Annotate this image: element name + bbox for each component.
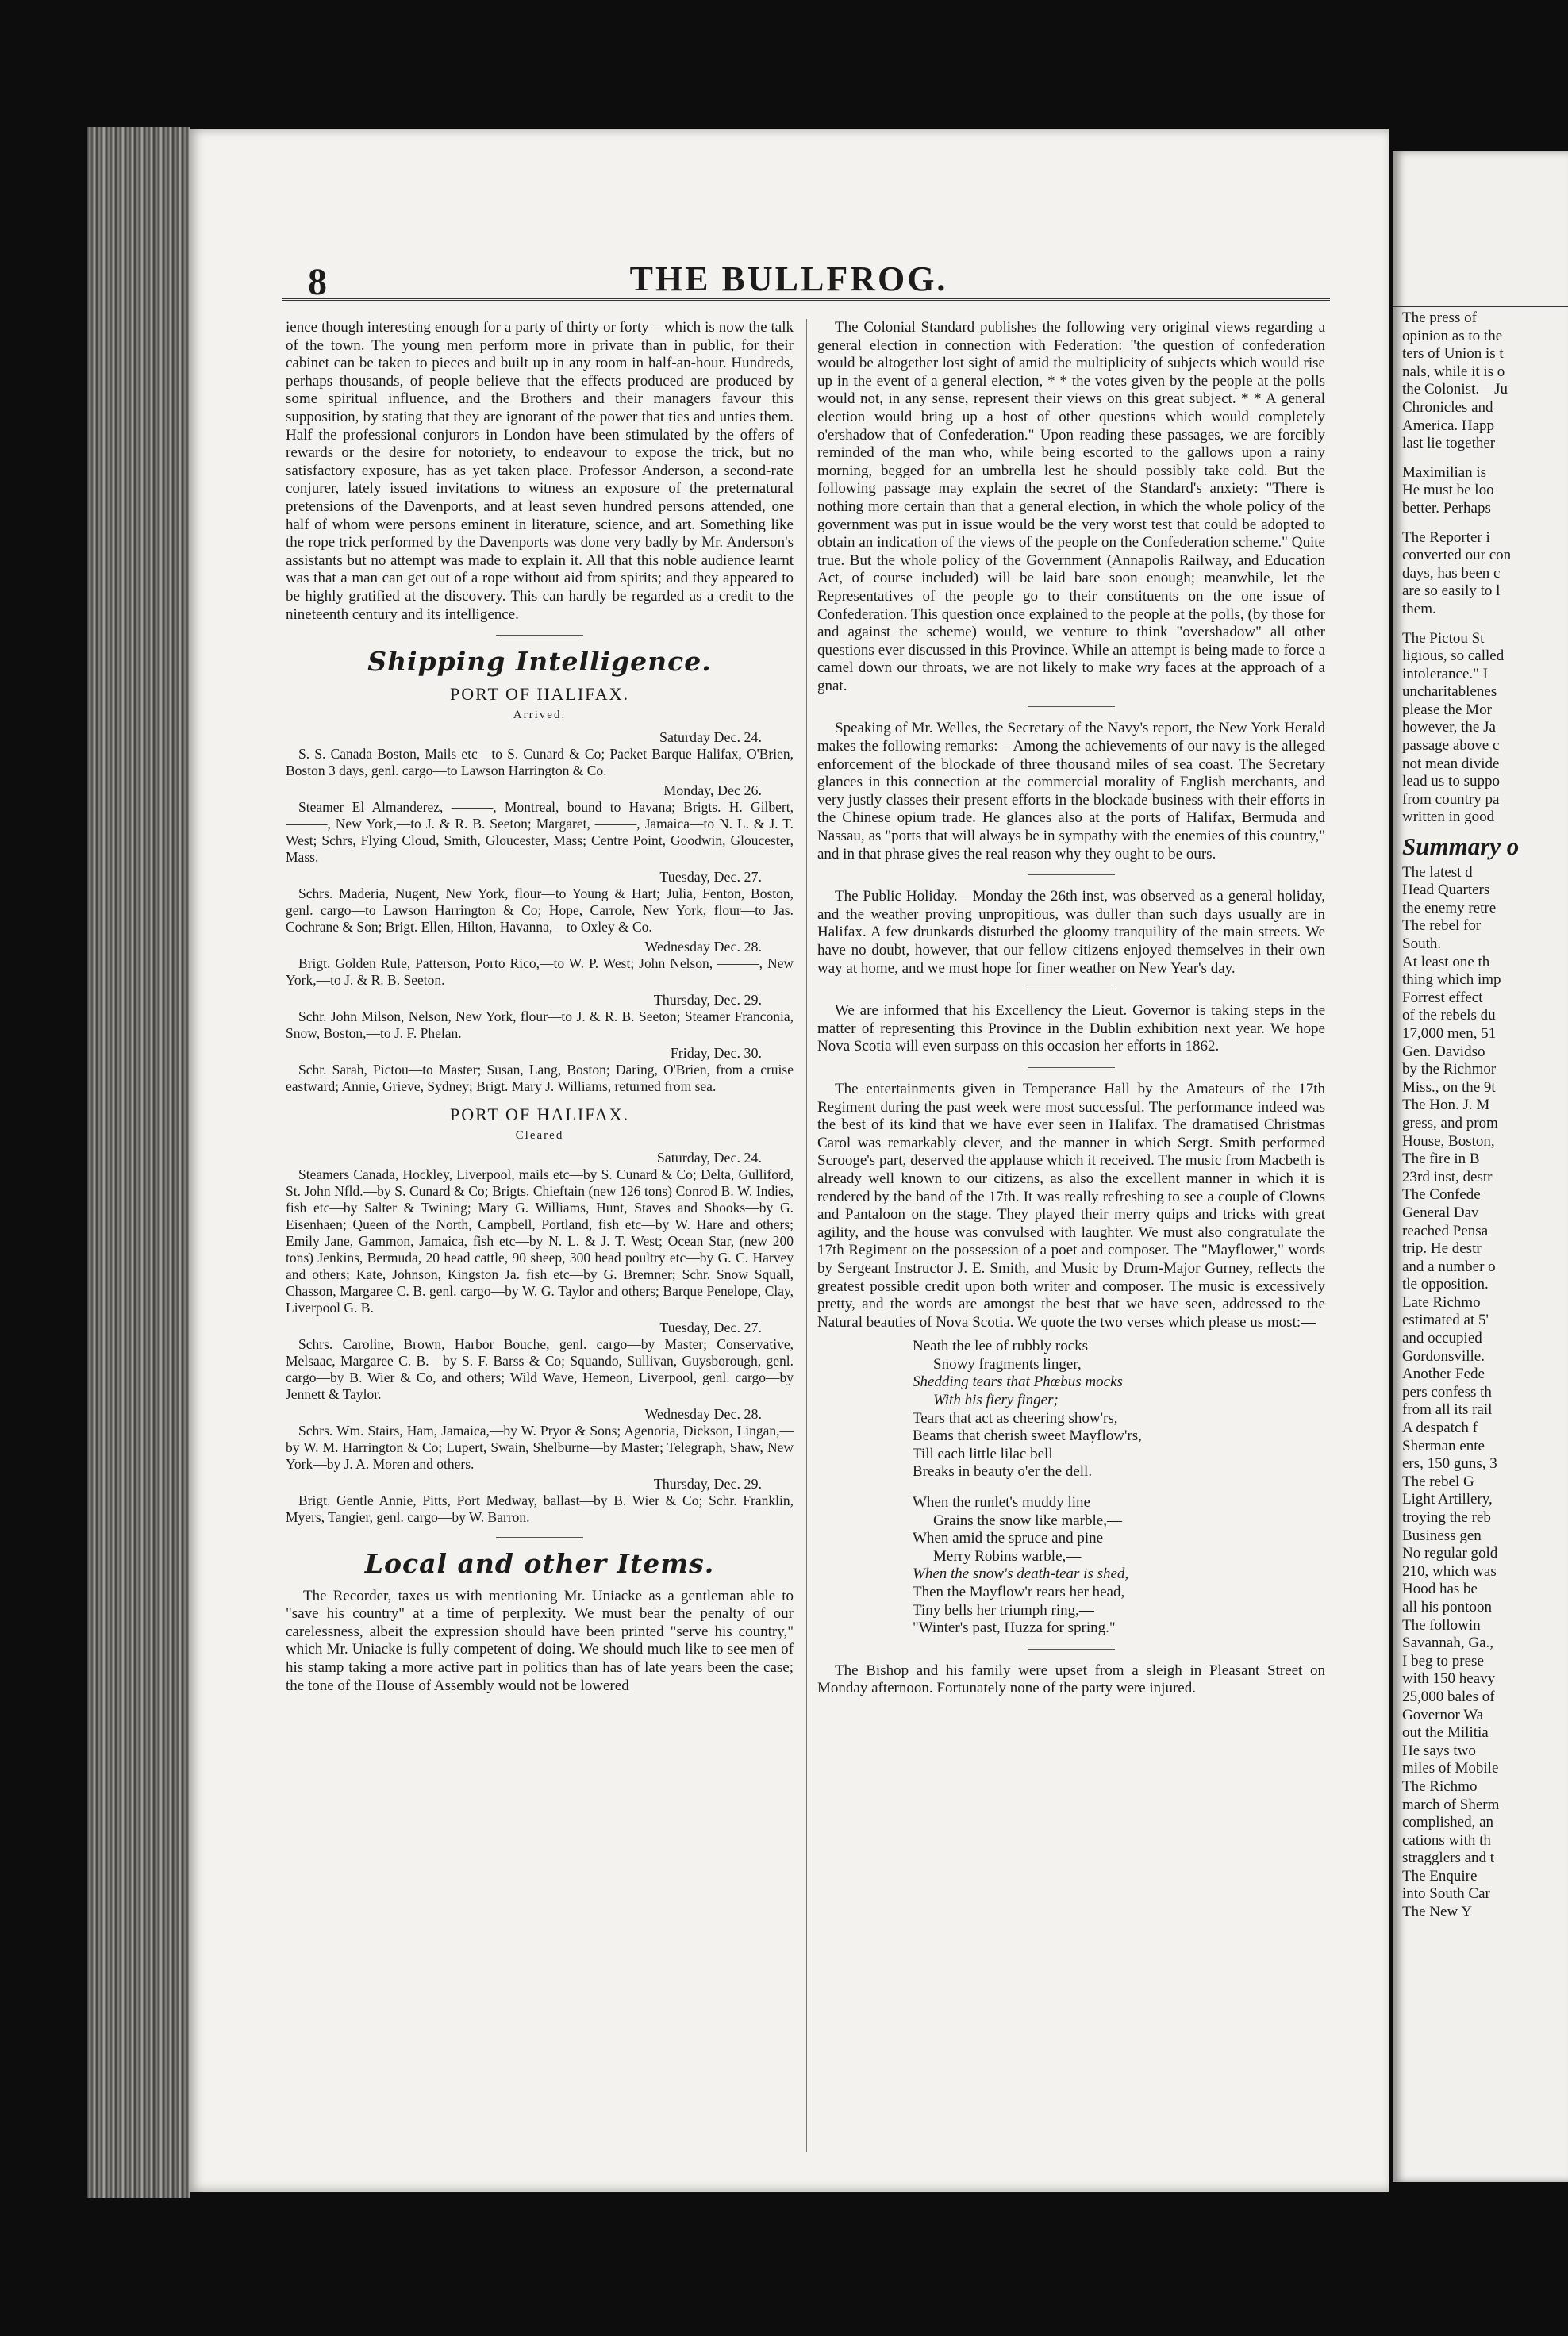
next-page-line: The Confede xyxy=(1402,1186,1481,1204)
gap xyxy=(1402,518,1568,529)
gap xyxy=(1402,619,1568,630)
recorder-paragraph: The Recorder, taxes us with mentioning Mr. Uniacke as a gentleman able to "save his country" at a time of perplexity. We must bear the penalty of our carelessness, albeit the expression should have been printed "serve his country," which Mr. Uniacke is fully competent of doing. We should much like to see men of his stamp taking a more active part in politics than has of late years been the case; the tone of the House of Assembly would not be lowered xyxy=(286,1587,794,1694)
next-page-line: At least one th xyxy=(1402,953,1490,970)
welles-article: Speaking of Mr. Welles, the Secretary of the Navy's report, the New York Herald makes the following remarks:—Among the achievements of our navy is the alleged enforcement of the blockade of three thousand miles of sea coast. The Secretary glances in this connection at the commercial morality of English merchants, and very justly classes their present efforts in the blockade business with their efforts in the Chinese opium trade. He glances also at the ports of Halifax, Bermuda and Nassau, as "ports that will always be in sympathy with the enemies of this country," and in that phrase gives the real reason why they ought to be ours. xyxy=(817,720,1325,863)
next-page-line: Hood has be xyxy=(1402,1581,1478,1598)
next-page-line: from country pa xyxy=(1402,790,1500,808)
arrival-date: Monday, Dec 26. xyxy=(663,782,762,798)
poem-line: Snowy fragments linger, xyxy=(933,1355,1082,1373)
divider xyxy=(1028,1067,1115,1068)
next-page-line: are so easily to l xyxy=(1402,582,1501,600)
next-page-line: complished, an xyxy=(1402,1814,1494,1831)
next-page-line: Gordonsville. xyxy=(1402,1347,1485,1365)
dublin-exhibition-article: We are informed that his Excellency the Lieut. Governor is taking steps in the matter of representing this Province in the Dublin exhibition next year. We hope Nova Scotia will even surpass on this occasion her efforts in 1862. xyxy=(817,1002,1325,1055)
next-page-block xyxy=(1402,864,1568,1922)
arrived-label: Arrived. xyxy=(513,709,567,722)
next-page-line: I beg to prese xyxy=(1402,1652,1484,1669)
next-page-line: and a number o xyxy=(1402,1258,1496,1275)
arrival-entry: Schr. Sarah, Pictou—to Master; Susan, Lang, Boston; Daring, O'Brien, from a cruise eastward; Annie, Grieve, Sydney; Brigt. Mary J. Williams, returned from sea. xyxy=(286,1061,794,1094)
temperance-hall-article: The entertainments given in Temperance Hall by the Amateurs of the 17th Regiment during the past week were most successful. The performance indeed was the best of its kind that we have ever seen in Halifax. The dramatised Christmas Carol was remarkably clever, and the manner in which Sergt. Smith performed Scrooge's part, deserved the applause which it received. The music from Macbeth is already well known to our citizens, as also the excellent manner in which it is rendered by the band of the 17th. It was really refreshing to see a couple of Clowns and Pantaloon on the stage. They played their merry quips and tricks with great agility, and the house was convulsed with laughter. We must also congratulate the 17th Regiment on the possession of a poet and composer. The "Mayflower," words by Sergeant Instructor J. E. Smith, and Music by Drum-Major Gurney, reflects the greatest possible credit upon both writer and composer. The music is excessively pretty, and the words are amongst the best that we have seen, addressed to the Natural beauties of Nova Scotia. We quote the two verses which please us most:— xyxy=(817,1080,1325,1331)
next-page-line: Late Richmo xyxy=(1402,1293,1481,1311)
arrival-date: Tuesday, Dec. 27. xyxy=(659,868,762,885)
next-page-line: The followin xyxy=(1402,1616,1481,1634)
next-page-line: The latest d xyxy=(1402,863,1473,881)
next-page-line: General Dav xyxy=(1402,1204,1479,1221)
next-page-line: opinion as to the xyxy=(1402,327,1503,344)
local-items-heading: Local and other Items. xyxy=(364,1548,715,1580)
arrival-date: Saturday Dec. 24. xyxy=(659,728,762,745)
next-page-rule xyxy=(1393,305,1568,307)
poem-line: Merry Robins warble,— xyxy=(933,1547,1082,1565)
next-page-line: Maximilian is xyxy=(1402,463,1487,481)
clearance-entry: Schrs. Caroline, Brown, Harbor Bouche, genl. cargo—by Master; Conservative, Melsaac, Margaree C. B.—by S. F. Barss & Co; Squando, Sullivan, Guysborough, genl. cargo—by B. Wier & Co, and others; Wild Wave, Hemeon, Liverpool, genl. cargo—by Jennett & Taylor. xyxy=(286,1336,794,1403)
poem-line: Till each little lilac bell xyxy=(913,1445,1053,1462)
poem-line: Tears that act as cheering show'rs, xyxy=(913,1409,1118,1427)
davenport-article: ience though interesting enough for a party of thirty or forty—which is now the talk of the town. The young men perform more in private than in public, for their cabinet can be taken to pieces and built up in any room in half-an-hour. Hundreds, perhaps thousands, of people believe that the effects produced are produced by some spiritual influence, and the Brothers and their managers favour this supposition, by stating that they are ignorant of the power that ties and unties them. Half the professional conjurors in London have been stimulated by the offers of rewards or the desire for notoriety, to endeavour to expose the trick, but no satisfactory exposure, has as yet taken place. Professor Anderson, a second-rate conjurer, lately issued invitations to witness an exposure of the preternatural pretensions of the Davenports, and at least seven hundred persons attended, one half of whom were persons eminent in literature, science, and art. Something like the rope trick performed by the Davenports was done very badly by Mr. Anderson's assistants but no attempt was made to explain it. All that this noble audience learnt was that a man can get out of a rope without aid from spirits; and they appeared to be highly gratified at the discovery. This can hardly be regarded as a credit to the nineteenth century and its intelligence. xyxy=(286,319,794,623)
next-page-line: uncharitablenes xyxy=(1402,683,1497,701)
next-page-line: Chronicles and xyxy=(1402,398,1493,416)
next-page-line: tle opposition. xyxy=(1402,1276,1489,1293)
next-page-block xyxy=(1402,529,1568,619)
divider xyxy=(1028,1649,1115,1650)
next-page-line: He must be loo xyxy=(1402,482,1494,499)
next-page-line: The press of xyxy=(1402,309,1477,326)
next-page-line: House, Boston, xyxy=(1402,1132,1495,1150)
next-page-block xyxy=(1402,630,1568,828)
next-page-block xyxy=(1402,309,1568,453)
next-page-line: out the Militia xyxy=(1402,1724,1489,1742)
clearance-date: Thursday, Dec. 29. xyxy=(653,1476,762,1493)
clearance-entry: Schrs. Wm. Stairs, Ham, Jamaica,—by W. Pryor & Sons; Agenoria, Dickson, Lingan,—by W. M. Harrington & Co; Lupert, Swain, Shelburne—by Master; Telegraph, Shaw, New York—by J. A. Moren and others. xyxy=(286,1423,794,1473)
book-binding xyxy=(87,127,190,2198)
next-page-line: 23rd inst, destr xyxy=(1402,1168,1493,1185)
poem-line: Tiny bells her triumph ring,— xyxy=(913,1601,1094,1619)
next-page-line: reached Pensa xyxy=(1402,1222,1489,1239)
bishop-article: The Bishop and his family were upset from a sleigh in Pleasant Street on Monday afternoon. Fortunately none of the party were injured. xyxy=(817,1662,1325,1697)
cleared-label: Cleared xyxy=(515,1129,564,1143)
poem-line: Shedding tears that Phœbus mocks xyxy=(913,1374,1123,1391)
mayflower-poem xyxy=(913,1338,1325,1638)
shipping-heading: Shipping Intelligence. xyxy=(367,646,712,678)
next-page-fragment xyxy=(1393,151,1568,2182)
poem-line: "Winter's past, Huzza for spring." xyxy=(913,1619,1116,1637)
next-page-line: The Richmo xyxy=(1402,1777,1478,1795)
next-page-line: intolerance." I xyxy=(1402,665,1488,682)
next-page-line: Business gen xyxy=(1402,1527,1482,1544)
arrived-port-heading: PORT OF HALIFAX. xyxy=(449,683,630,704)
journal-title: THE BULLFROG. xyxy=(629,259,948,298)
arrival-entry: S. S. Canada Boston, Mails etc—to S. Cunard & Co; Packet Barque Halifax, O'Brien, Boston 3 days, genl. cargo—to Lawson Harrington & Co. xyxy=(286,745,794,778)
poem-line: Neath the lee of rubbly rocks xyxy=(913,1338,1089,1355)
arrival-entry: Schr. John Milson, Nelson, New York, flour—to J. & R. B. Seeton; Steamer Franconia, Snow, Boston,—to J. F. Phelan. xyxy=(286,1008,794,1041)
poem-line: Breaks in beauty o'er the dell. xyxy=(913,1463,1093,1481)
next-page-line: miles of Mobile xyxy=(1402,1760,1499,1777)
next-page-line: trip. He destr xyxy=(1402,1240,1482,1258)
next-page-line: The Pictou St xyxy=(1402,629,1485,647)
clearance-entry: Steamers Canada, Hockley, Liverpool, mails etc—by S. Cunard & Co; Delta, Gulliford, St. John Nfld.—by S. Cunard & Co; Brigts. Chieftain (new 126 tons) Conrod B. W. Indies, fish etc—by Salter & Twining; Mary G. Williams, Hunt, Staves and Shooks—by G. Eisenhaen; Queen of the North, Campbell, Portland, fish etc—by W. Hare and others; Emily Jane, Gammon, Jamaica, fish etc—by N. L. & J. T. West; Ocean Star, (new 200 tons) Jenkins, Bermuda, 20 head cattle, 90 sheep, 300 head poultry etc—by G. C. Harvey and others; Kate, Johnson, Kingston Ja. fish etc—by G. Bremner; Schr. Snow Squall, Chasson, Margaree C. B. genl. cargo—by W. G. Taylor and others; Barque Penelope, Clay, Liverpool G. B. xyxy=(286,1166,794,1316)
clearance-date: Saturday, Dec. 24. xyxy=(656,1150,762,1166)
next-page-line: not mean divide xyxy=(1402,755,1500,772)
next-page-line: Governor Wa xyxy=(1402,1706,1484,1723)
poem-line: With his fiery finger; xyxy=(933,1392,1059,1409)
next-page-line: the enemy retre xyxy=(1402,899,1497,916)
next-page-line: America. Happ xyxy=(1402,417,1495,434)
next-page-line: No regular gold xyxy=(1402,1545,1498,1562)
next-page-line: lead us to suppo xyxy=(1402,773,1500,790)
next-page-line: into South Car xyxy=(1402,1885,1490,1903)
cleared-port-heading: PORT OF HALIFAX. xyxy=(449,1104,630,1124)
next-page-line: Light Artillery, xyxy=(1402,1491,1493,1508)
next-page-line: however, the Ja xyxy=(1402,719,1496,736)
next-page-line: South. xyxy=(1402,936,1442,952)
masthead xyxy=(189,248,1389,311)
next-page-line: nals, while it is o xyxy=(1402,363,1505,380)
next-page-line: troying the reb xyxy=(1402,1509,1491,1526)
next-page-line: with 150 heavy xyxy=(1402,1670,1496,1688)
divider xyxy=(496,635,583,636)
arrival-entry: Steamer El Almanderez, ———, Montreal, bound to Havana; Brigts. H. Gilbert, ———, New York,—to J. & R. B. Seeton; Margaret, ———, Jamaica—to N. L. & J. T. West; Schrs, Flying Cloud, Smith, Gloucester, Mass; Centre Point, Goodwin, Gloucester, Mass. xyxy=(286,798,794,865)
next-page-line: of the rebels du xyxy=(1402,1007,1496,1024)
next-page-line: estimated at 5' xyxy=(1402,1312,1489,1329)
arrival-date: Thursday, Dec. 29. xyxy=(653,991,762,1008)
poem-line: When the snow's death-tear is shed, xyxy=(913,1566,1129,1583)
arrival-date: Wednesday Dec. 28. xyxy=(644,938,762,955)
next-page-line: Head Quarters xyxy=(1402,882,1490,899)
next-page-line: Savannah, Ga., xyxy=(1402,1635,1494,1652)
next-page-line: gress, and prom xyxy=(1402,1114,1498,1132)
next-page-line: Gen. Davidso xyxy=(1402,1043,1485,1060)
column-divider xyxy=(806,319,807,2152)
next-page-line: Forrest effect xyxy=(1402,989,1483,1006)
poem-line: When the runlet's muddy line xyxy=(913,1494,1090,1512)
next-page-line: converted our con xyxy=(1402,547,1512,564)
next-page-line: passage above c xyxy=(1402,737,1500,755)
summary-heading: Summary o xyxy=(1402,832,1520,861)
next-page-line: Sherman ente xyxy=(1402,1437,1485,1454)
next-page-line: written in good xyxy=(1402,809,1495,826)
next-page-line: better. Perhaps xyxy=(1402,499,1491,517)
next-page-line: days, has been c xyxy=(1402,564,1501,582)
next-page-line: last lie together xyxy=(1402,435,1496,452)
next-page-line: The Enquire xyxy=(1402,1867,1478,1885)
next-page-line: Another Fede xyxy=(1402,1366,1485,1383)
colonial-standard-article: The Colonial Standard publishes the following very original views regarding a general election in connection with Federation: "the question of confederation would be altogether lost sight of amid the multiplicity of subjects which would rise up in the event of a general election, * * the votes given by the people at the polls would not, in any sense, represent their views on this great subject. * * A general election would bring up a host of other questions which would completely o'ershadow that of Confederation." Upon reading these passages, we are forcibly reminded of the man who, while being escorted to the gallows upon a rainy morning, begged for an umbrella lest he should possibly take cold. But the following passage may explain the secret of the Standard's anxiety: "There is nothing more certain than that a general election, in which the whole policy of the government was put in issue would be the very worst test that could be adopted to obtain an indication of the views of the people on the Confederation scheme." Quite true. But the whole policy of the Government (Annapolis Railway, and Education Act, of course included) will be laid bare soon enough; meanwhile, let the Representatives of the people go to their constituents on the one issue of Confederation. This question once explained to the people at the polls, (by those for and against the scheme) would, we venture to think "overshadow" all other questions ever discussed in this Province. While an attempt is being made to force a camel down our throats, we are not likely to make wry faces at the approach of a gnat. xyxy=(817,319,1325,694)
divider xyxy=(496,1537,583,1538)
public-holiday-article: The Public Holiday.—Monday the 26th inst, was observed as a general holiday, and the weather proving unpropitious, was duller than such days usually are in Halifax. A few drunkards disturbed the gloomy tranquility of the main streets. We have no doubt, however, that our fellow citizens enjoyed themselves in their own way at home, and we must hope for finer weather on New Year's day. xyxy=(817,888,1325,977)
right-column xyxy=(817,319,1325,2168)
clearance-entry: Brigt. Gentle Annie, Pitts, Port Medway, ballast—by B. Wier & Co; Schr. Franklin, Myers, Tangier, genl. cargo—by W. Barron. xyxy=(286,1493,794,1526)
next-page-block xyxy=(1402,464,1568,518)
next-page-line: The New Y xyxy=(1402,1904,1472,1921)
next-page-line: cations with th xyxy=(1402,1831,1491,1849)
left-column xyxy=(286,319,794,2168)
divider xyxy=(1028,874,1115,875)
arrival-entry: Brigt. Golden Rule, Patterson, Porto Rico,—to W. P. West; John Nelson, ———, New York,—to J. & R. B. Seeton. xyxy=(286,955,794,988)
next-page-line: thing which imp xyxy=(1402,971,1501,989)
next-page-line: 25,000 bales of xyxy=(1402,1688,1495,1705)
next-page-line: The Reporter i xyxy=(1402,528,1490,546)
next-page-line: 210, which was xyxy=(1402,1562,1497,1580)
poem-line: Grains the snow like marble,— xyxy=(933,1512,1122,1529)
next-page-line: them. xyxy=(1402,600,1436,617)
divider xyxy=(1028,706,1115,707)
stanza-gap xyxy=(913,1481,1325,1494)
next-page-line: and occupied xyxy=(1402,1330,1482,1347)
next-page-line: A despatch f xyxy=(1402,1420,1478,1437)
next-page-line: ers, 150 guns, 3 xyxy=(1402,1455,1497,1473)
next-page-line: ligious, so called xyxy=(1402,647,1505,665)
next-page-line: the Colonist.—Ju xyxy=(1402,381,1508,398)
gap xyxy=(1402,453,1568,464)
masthead-rule xyxy=(282,298,1330,301)
poem-line: When amid the spruce and pine xyxy=(913,1530,1104,1547)
next-page-line: march of Sherm xyxy=(1402,1796,1500,1813)
poem-line: Beams that cherish sweet Mayflow'rs, xyxy=(913,1427,1142,1445)
next-page-line: The Hon. J. M xyxy=(1402,1097,1490,1114)
next-page-line: all his pontoon xyxy=(1402,1598,1492,1616)
next-page-column xyxy=(1402,309,1568,1922)
clearance-date: Tuesday, Dec. 27. xyxy=(659,1320,762,1336)
next-page-line: He says two xyxy=(1402,1742,1476,1759)
next-page-line: The rebel G xyxy=(1402,1473,1474,1490)
poem-line: Then the Mayflow'r rears her head, xyxy=(913,1584,1125,1600)
clearance-date: Wednesday Dec. 28. xyxy=(644,1406,762,1423)
next-page-line: please the Mor xyxy=(1402,701,1492,718)
arrival-entry: Schrs. Maderia, Nugent, New York, flour—to Young & Hart; Julia, Fenton, Boston, genl. cargo—to Lawson Harrington & Co; Hope, Carrole, New York, flour—to Jas. Cochrane & Son; Brigt. Ellen, Hilton, Havanna,—to Oxley & Co. xyxy=(286,885,794,935)
next-page-line: The rebel for xyxy=(1402,917,1482,935)
next-page-line: 17,000 men, 51 xyxy=(1402,1024,1497,1042)
next-page-line: by the Richmor xyxy=(1402,1061,1497,1078)
arrival-date: Friday, Dec. 30. xyxy=(670,1044,762,1061)
next-page-line: pers confess th xyxy=(1402,1383,1492,1400)
page-number: 8 xyxy=(308,261,327,303)
next-page-line: The fire in B xyxy=(1402,1151,1480,1168)
next-page-line: Miss., on the 9t xyxy=(1402,1078,1496,1096)
next-page-line: from all its rail xyxy=(1402,1401,1493,1419)
next-page-line: stragglers and t xyxy=(1402,1850,1495,1867)
next-page-line: ters of Union is t xyxy=(1402,345,1504,363)
newspaper-page xyxy=(189,129,1389,2192)
